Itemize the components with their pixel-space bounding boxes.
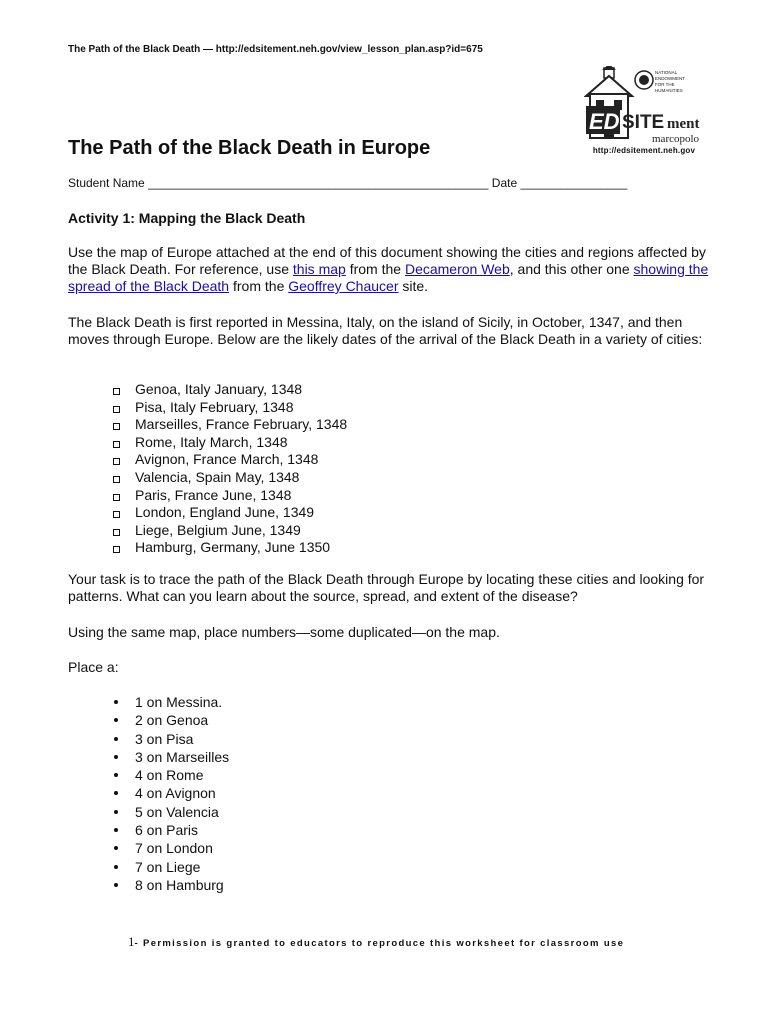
svg-text:ENDOWMENT: ENDOWMENT: [655, 76, 685, 81]
intro-text-4: from the: [229, 278, 289, 294]
svg-text:ED: ED: [589, 109, 620, 134]
place-label: Place a:: [68, 659, 119, 675]
svg-text:FOR THE: FOR THE: [655, 82, 675, 87]
date-blank[interactable]: ________________: [520, 176, 628, 190]
placements-list: [112, 693, 229, 894]
list-item: Pisa, Italy February, 1348: [112, 399, 347, 417]
intro-text-5: site.: [398, 278, 429, 294]
list-item: Avignon, France March, 1348: [112, 451, 347, 469]
list-item: Rome, Italy March, 1348: [112, 434, 347, 452]
logo-url[interactable]: http://edsitement.neh.gov: [592, 146, 696, 155]
svg-text:marcopolo: marcopolo: [652, 133, 700, 145]
geoffrey-chaucer-link[interactable]: Geoffrey Chaucer: [288, 278, 399, 294]
svg-text:SITE: SITE: [622, 112, 665, 133]
date-label: Date: [491, 176, 518, 190]
list-item: Liege, Belgium June, 1349: [112, 522, 347, 540]
list-item: 3 on Pisa: [112, 730, 229, 748]
list-item: 6 on Paris: [112, 821, 229, 839]
list-item: Marseilles, France February, 1348: [112, 416, 347, 434]
list-item: Genoa, Italy January, 1348: [112, 381, 347, 399]
svg-text:ment: ment: [667, 116, 700, 132]
list-item: 8 on Hamburg: [112, 876, 229, 894]
list-item: 1 on Messina.: [112, 693, 229, 711]
list-item: London, England June, 1349: [112, 504, 347, 522]
decameron-web-link[interactable]: Decameron Web: [404, 261, 510, 277]
student-info-line: [68, 176, 627, 190]
list-item: 5 on Valencia: [112, 803, 229, 821]
student-name-blank[interactable]: ___________________________________________________: [148, 176, 489, 190]
intro-text-1: Use the map of Europe attached at the end of this document showing the cities and regions affected by the Black Death. For reference, use: [68, 244, 706, 277]
list-item: 2 on Genoa: [112, 711, 229, 729]
list-item: Valencia, Spain May, 1348: [112, 469, 347, 487]
intro-text-3: , and this other one: [509, 261, 634, 277]
permission-notice: - Permission is granted to educators to reproduce this worksheet for classroom use: [134, 938, 625, 949]
arrival-dates-list: [112, 381, 347, 557]
edsitement-logo[interactable]: [584, 66, 704, 158]
map-instruction: Using the same map, place numbers—some duplicated—on the map.: [68, 624, 500, 640]
list-item: Paris, France June, 1348: [112, 487, 347, 505]
activity-heading: Activity 1: Mapping the Black Death: [68, 210, 306, 226]
intro-paragraph: [68, 244, 718, 295]
list-item: 7 on Liege: [112, 858, 229, 876]
svg-text:NATIONAL: NATIONAL: [655, 70, 678, 75]
list-item: 7 on London: [112, 839, 229, 857]
student-name-label: Student Name: [68, 176, 145, 190]
list-item: Hamburg, Germany, June 1350: [112, 539, 347, 557]
list-item: 4 on Avignon: [112, 784, 229, 802]
page-title: The Path of the Black Death in Europe: [68, 137, 431, 159]
svg-text:HUMANITIES: HUMANITIES: [655, 88, 683, 93]
spread-of-black-death-link[interactable]: showing the spread of the Black Death: [68, 261, 709, 294]
page-number: 1: [128, 934, 135, 949]
first-report-paragraph: The Black Death is first reported in Messina, Italy, on the island of Sicily, in October, 1347, and then moves through Europe. Below are the likely dates of the arrival of the Black Death in a variety of cities:: [68, 314, 703, 347]
page-footer: [128, 934, 624, 950]
list-item: 4 on Rome: [112, 766, 229, 784]
schoolhouse-logo-icon: [584, 66, 704, 146]
running-head: The Path of the Black Death — http://edsitement.neh.gov/view_lesson_plan.asp?id=675: [68, 44, 483, 55]
list-item: 3 on Marseilles: [112, 748, 229, 766]
intro-text-2: from the: [345, 261, 405, 277]
task-paragraph: Your task is to trace the path of the Black Death through Europe by locating these cities and looking for patterns. What can you learn about the source, spread, and extent of the disease?: [68, 571, 705, 604]
this-map-link[interactable]: this map: [292, 261, 346, 277]
